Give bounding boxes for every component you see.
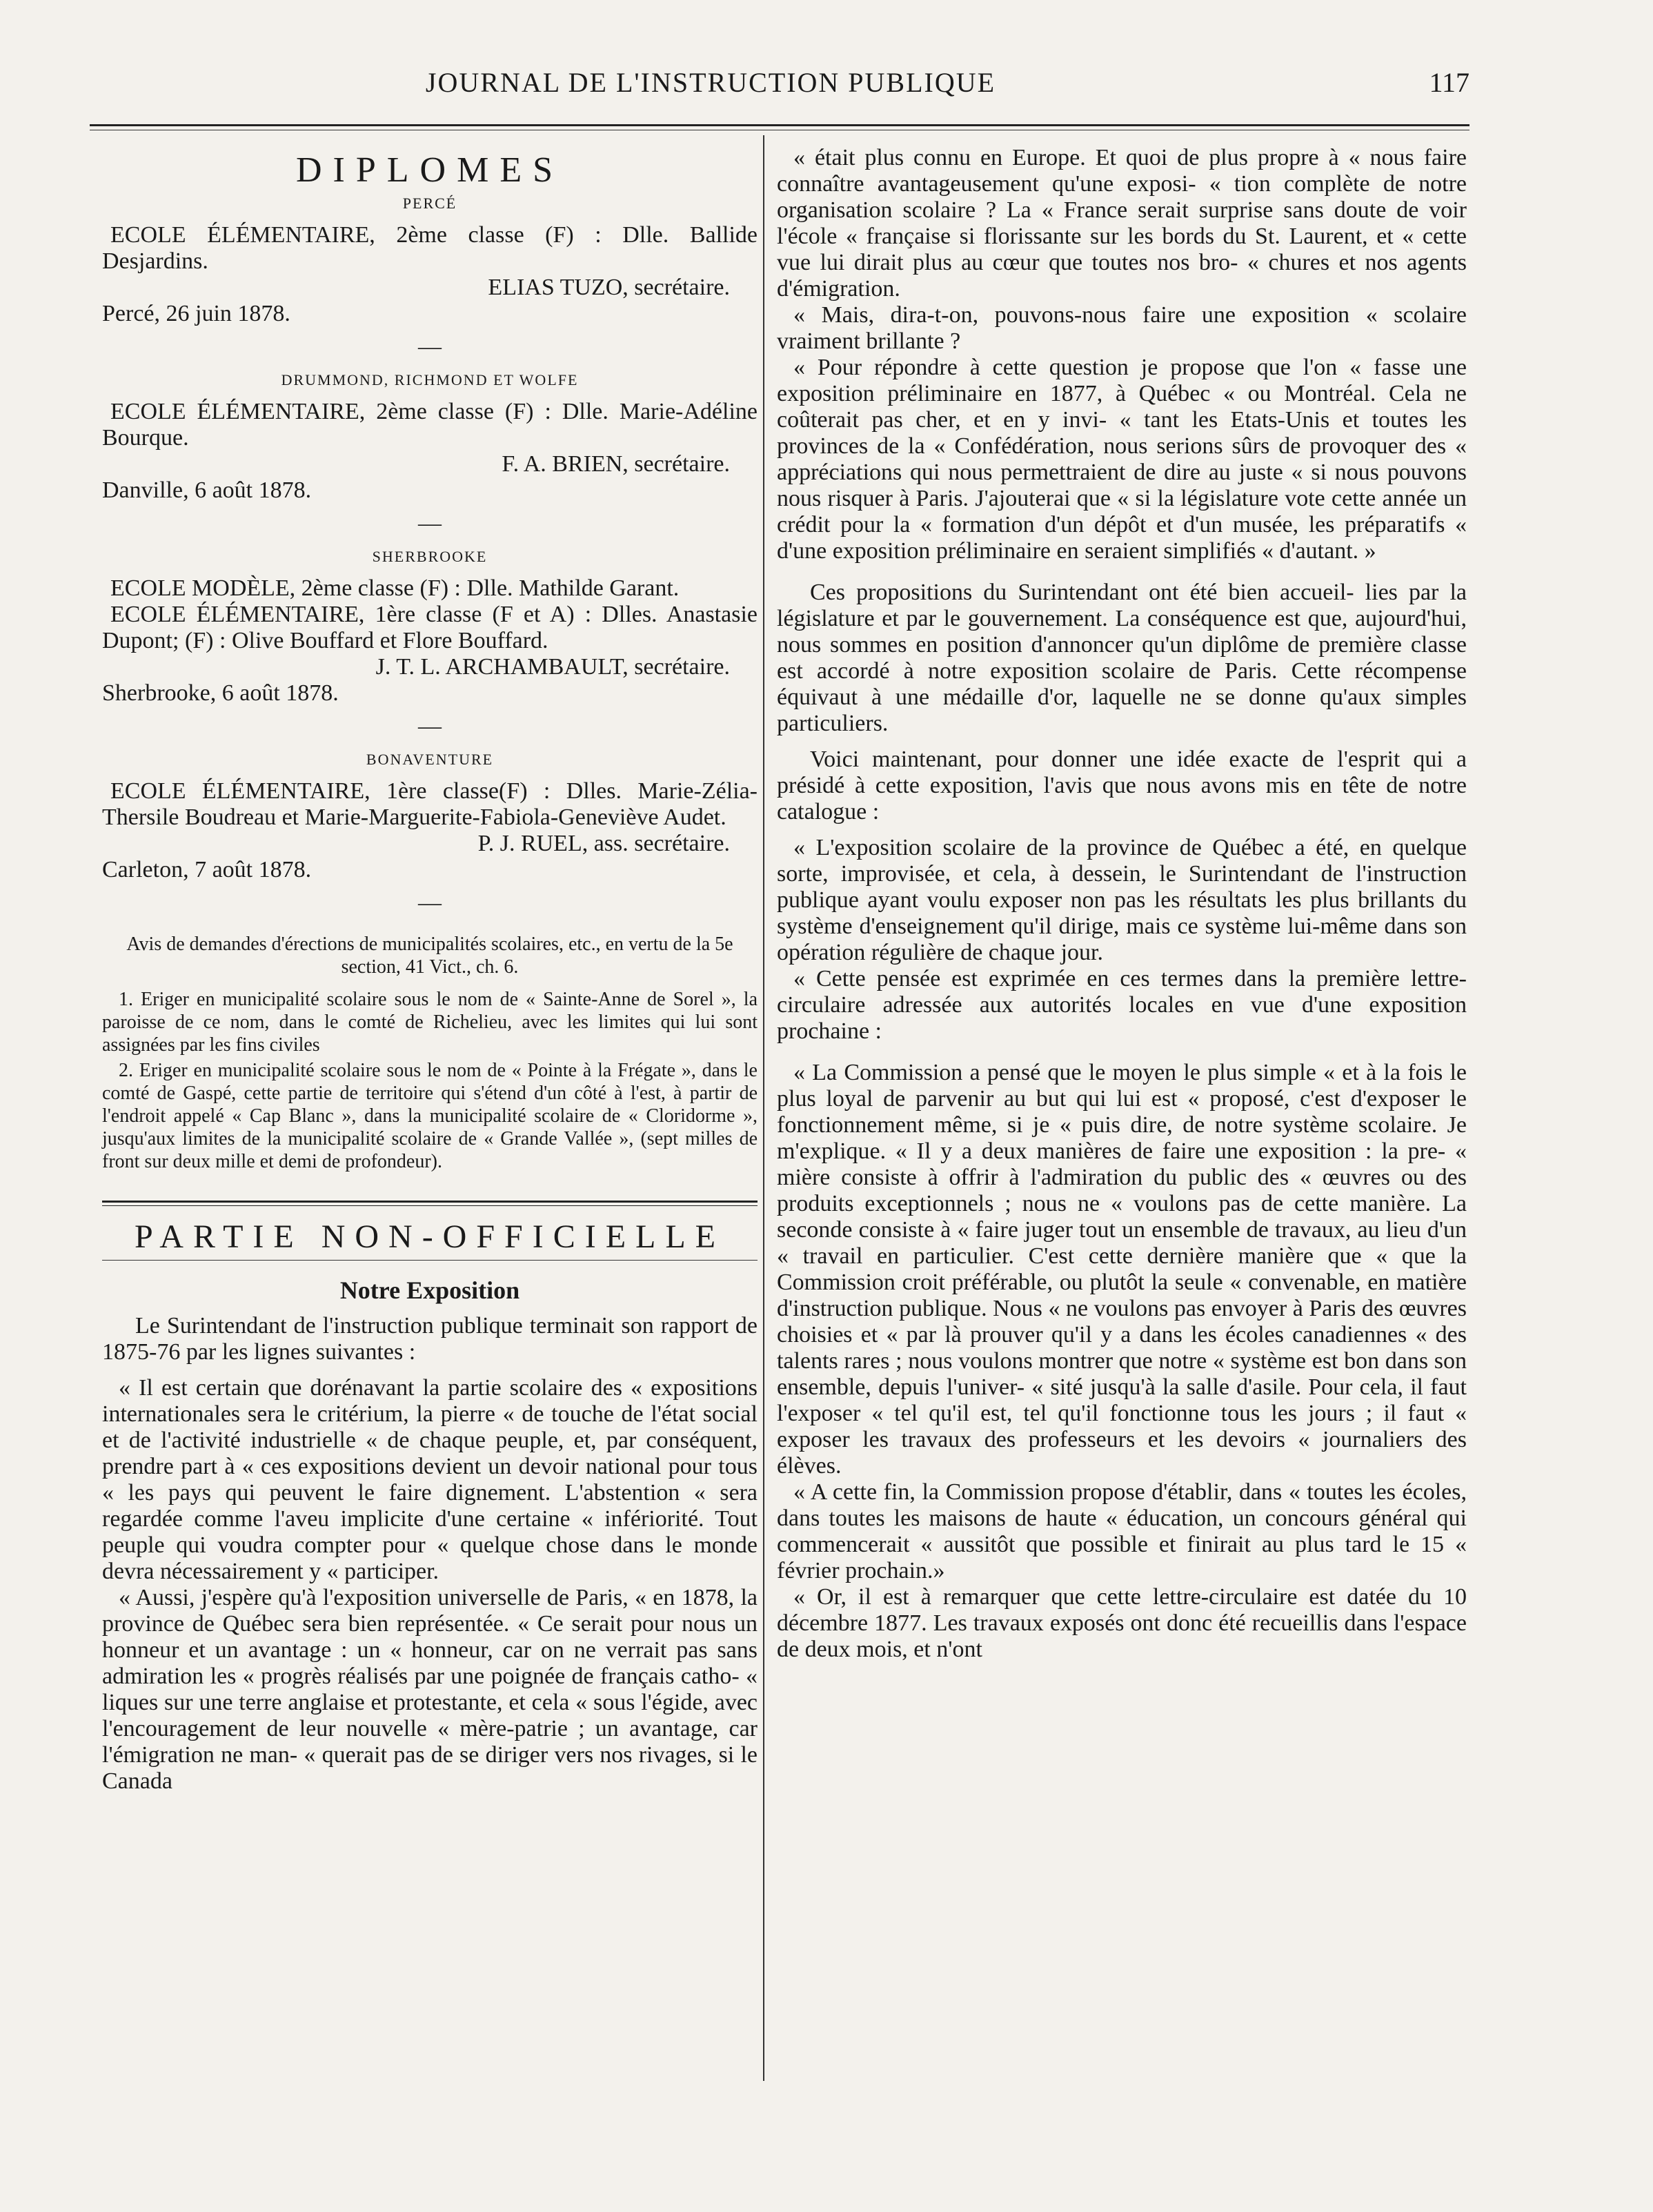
diploma-section-bonaventure xyxy=(102,747,758,916)
diplomes-title: DIPLOMES xyxy=(295,150,564,190)
notice-item: 2. Eriger en municipalité scolaire sous le nom de « Pointe à la Frégate », dans le comté de Gaspé, cette partie de territoire qui s'étend d'un côté à l'est, à partir de l'endroit appelé « Cap Blanc », dans la municipalité scolaire de « Cloridorme », jusqu'aux limites de la municipalité scolaire de « Grande Vallée », (sept milles de front sur deux mille et demi de profondeur). xyxy=(102,1060,758,1172)
secretary-signature: ELIAS TUZO, secrétaire. xyxy=(488,275,730,300)
column-divider xyxy=(763,135,764,2081)
journal-title: JOURNAL DE L'INSTRUCTION PUBLIQUE xyxy=(425,67,996,98)
section-date: Danville, 6 août 1878. xyxy=(102,477,312,503)
page-header xyxy=(90,66,1469,108)
separator-dash: — xyxy=(418,713,442,739)
article-title: Notre Exposition xyxy=(339,1276,520,1304)
article-paragraph: Ces propositions du Surintendant ont été bien accueil- lies par la législature et par le gouvernement. La conséquence est que, aujourd'hui, nous sommes en position d'annoncer qu'un diplôme de première classe est accordé à notre exposition scolaire de Paris. Cette récompense équivaut à une médaille d'or, laquelle ne se donne qu'aux simples particuliers. xyxy=(777,580,1467,736)
article-quote: « Il est certain que dorénavant la partie scolaire des « expositions internationales sera le critérium, la pierre « de touche de l'état social et de l'activité industrielle « de chaque peuple, et, par conséquent, prendre part à « ces expositions devient un devoir national pour tous « les pays qui peuvent le faire dignement. L'abstention « sera regardée comme l'aveu implicite d'une certaine « infériorité. Tout peuple qui voudra compter pour « quelque chose dans le monde devra nécessairement y « participer. xyxy=(102,1375,758,1584)
article-quote: « était plus connu en Europe. Et quoi de plus propre à « nous faire connaître avantageusement qu'une exposi- « tion complète de notre organisation scolaire ? La « France serait surprise sans doute de voir l'école « française si florissante sur les bords du St. Laurent, et « cette vue lui dirait plus au cœur que toutes nos bro- « chures et nos agents d'émigration. xyxy=(777,145,1467,302)
secretary-signature: J. T. L. ARCHAMBAULT, secrétaire. xyxy=(375,654,730,680)
article-quote: « Pour répondre à cette question je propose que l'on « fasse une exposition préliminaire en 1877, à Québec « ou Montréal. Cela ne coûterait pas cher, et en y invi- « tant les Etats-Unis et toutes les provinces de la « Confédération, nous serions sûrs de provoquer des « appréciations qui nous permettraient de dire au juste « si nous pouvons nous risquer à Paris. J'ajouterai que « si la législature vote cette année un crédit pour la « formation d'un dépôt et d'un musée, les préparatifs « d'une exposition préliminaire en seraient simplifiés « d'autant. » xyxy=(777,355,1467,564)
section-place: SHERBROOKE xyxy=(372,548,488,565)
diploma-section-drummond xyxy=(102,367,758,537)
municipality-notice-items xyxy=(102,988,758,1173)
page-number: 117 xyxy=(1429,67,1469,98)
section-rule xyxy=(102,1201,758,1206)
header-rule-thick xyxy=(90,124,1469,126)
separator-dash: — xyxy=(418,890,442,916)
article-paragraph: Voici maintenant, pour donner une idée exacte de l'esprit qui a présidé à cette exposition, l'avis que nous avons mis en tête de notre catalogue : xyxy=(777,747,1467,824)
partie-non-officielle-title: PARTIE NON-OFFICIELLE xyxy=(134,1218,725,1255)
article-quote: « Or, il est à remarquer que cette lettre-circulaire est datée du 10 décembre 1877. Les travaux exposés ont donc été recueillis dans l'espace de deux mois, et n'ont xyxy=(777,1584,1467,1662)
article-intro: Le Surintendant de l'instruction publique terminait son rapport de 1875-76 par les lignes suivantes : xyxy=(102,1313,758,1365)
secretary-signature: P. J. RUEL, ass. secrétaire. xyxy=(477,831,730,856)
diploma-entry: ECOLE ÉLÉMENTAIRE, 1ère classe (F et A) : Dlles. Anastasie Dupont; (F) : Olive Bouffard et Flore Bouffard. xyxy=(102,602,758,653)
partie-rule xyxy=(102,1260,758,1261)
section-place: BONAVENTURE xyxy=(366,751,494,768)
section-date: Percé, 26 juin 1878. xyxy=(102,301,290,326)
diploma-section-perce xyxy=(102,190,758,360)
right-column xyxy=(777,145,1467,1663)
article-quote: « Mais, dira-t-on, pouvons-nous faire une exposition « scolaire vraiment brillante ? xyxy=(777,302,1467,354)
diploma-section-sherbrooke xyxy=(102,544,758,740)
diploma-entry: ECOLE ÉLÉMENTAIRE, 1ère classe(F) : Dlles. Marie-Zélia-Thersile Boudreau et Marie-Marguerite-Fabiola-Geneviève Audet. xyxy=(102,778,758,830)
municipality-notice-heading: Avis de demandes d'érections de municipalités scolaires, etc., en vertu de la 5e section, 41 Vict., ch. 6. xyxy=(126,934,733,978)
section-place: DRUMMOND, RICHMOND ET WOLFE xyxy=(281,371,579,388)
article-quote: « La Commission a pensé que le moyen le plus simple « et à la fois le plus loyal de parvenir au but qui lui est « proposé, c'est d'exposer le fonctionnement même, si je « puis dire, de notre système scolaire. Je m'explique. « Il y a deux manières de faire une exposition : la pre- « mière consiste à offrir à l'admiration du public des « œuvres ou des produits exceptionnels ; nous ne « voulons pas de cette manière. La seconde consiste à « faire juger tout un ensemble de travaux, au lieu d'un « travail en particulier. C'est cette dernière manière que « que la Commission croit préférable, ou plutôt la seule « convenable, en matière d'instruction publique. Nous « ne voulons pas envoyer à Paris des œuvres choisies et « par là prouver qu'il y a dans les écoles canadiennes « des talents rares ; nous voulons montrer que notre « système est bon dans son ensemble, depuis l'univer- « sité jusqu'à la salle d'asile. Pour cela, il faut l'exposer « tel qu'il est, tel qu'il fonctionne tous les jours ; il faut « exposer les travaux des professeurs et les devoirs « journaliers des élèves. xyxy=(777,1060,1467,1479)
separator-dash: — xyxy=(418,511,442,536)
notice-item: 1. Eriger en municipalité scolaire sous le nom de « Sainte-Anne de Sorel », la paroisse de ce nom, dans le comté de Richelieu, avec les limites qui lui sont assignées par les fins civiles xyxy=(102,989,758,1056)
article-quote: « Aussi, j'espère qu'à l'exposition universelle de Paris, « en 1878, la province de Québec sera bien représentée. « Ce serait pour nous un honneur et un avantage : un « honneur, car on ne verrait pas sans admiration les « progrès réalisés par une poignée de français catho- « liques sur une terre anglaise et protestante, et cela « sous l'égide, avec l'encouragement de leur nouvelle « mère-patrie ; un avantage, car l'émigration ne man- « querait pas de se diriger vers nos rivages, si le Canada xyxy=(102,1585,758,1794)
section-date: Carleton, 7 août 1878. xyxy=(102,857,312,882)
diploma-entry: ECOLE MODÈLE, 2ème classe (F) : Dlle. Mathilde Garant. xyxy=(110,575,680,601)
secretary-signature: F. A. BRIEN, secrétaire. xyxy=(502,451,730,477)
article-quote: « L'exposition scolaire de la province de Québec a été, en quelque sorte, improvisée, et cela, à dessein, le Surintendant de l'instruction publique ayant voulu exposer non pas les résultats les plus brillants du système d'enseignement qu'il dirige, mais ce système lui-même dans son opération régulière de chaque jour. xyxy=(777,835,1467,965)
article-quote: « Cette pensée est exprimée en ces termes dans la première lettre-circulaire adressée aux autorités locales en vue d'une exposition prochaine : xyxy=(777,966,1467,1044)
section-date: Sherbrooke, 6 août 1878. xyxy=(102,680,339,706)
separator-dash: — xyxy=(418,334,442,359)
diploma-entry: ECOLE ÉLÉMENTAIRE, 2ème classe (F) : Dlle. Marie-Adéline Bourque. xyxy=(102,399,758,451)
section-place: PERCÉ xyxy=(402,195,457,212)
article-quote: « A cette fin, la Commission propose d'établir, dans « toutes les écoles, dans toutes les maisons de haute « éducation, un concours général qui commencerait « aussitôt que possible et finirait au plus tard le 15 « février prochain.» xyxy=(777,1479,1467,1583)
diploma-entry: ECOLE ÉLÉMENTAIRE, 2ème classe (F) : Dlle. Ballide Desjardins. xyxy=(102,222,758,274)
left-column xyxy=(102,145,758,1795)
